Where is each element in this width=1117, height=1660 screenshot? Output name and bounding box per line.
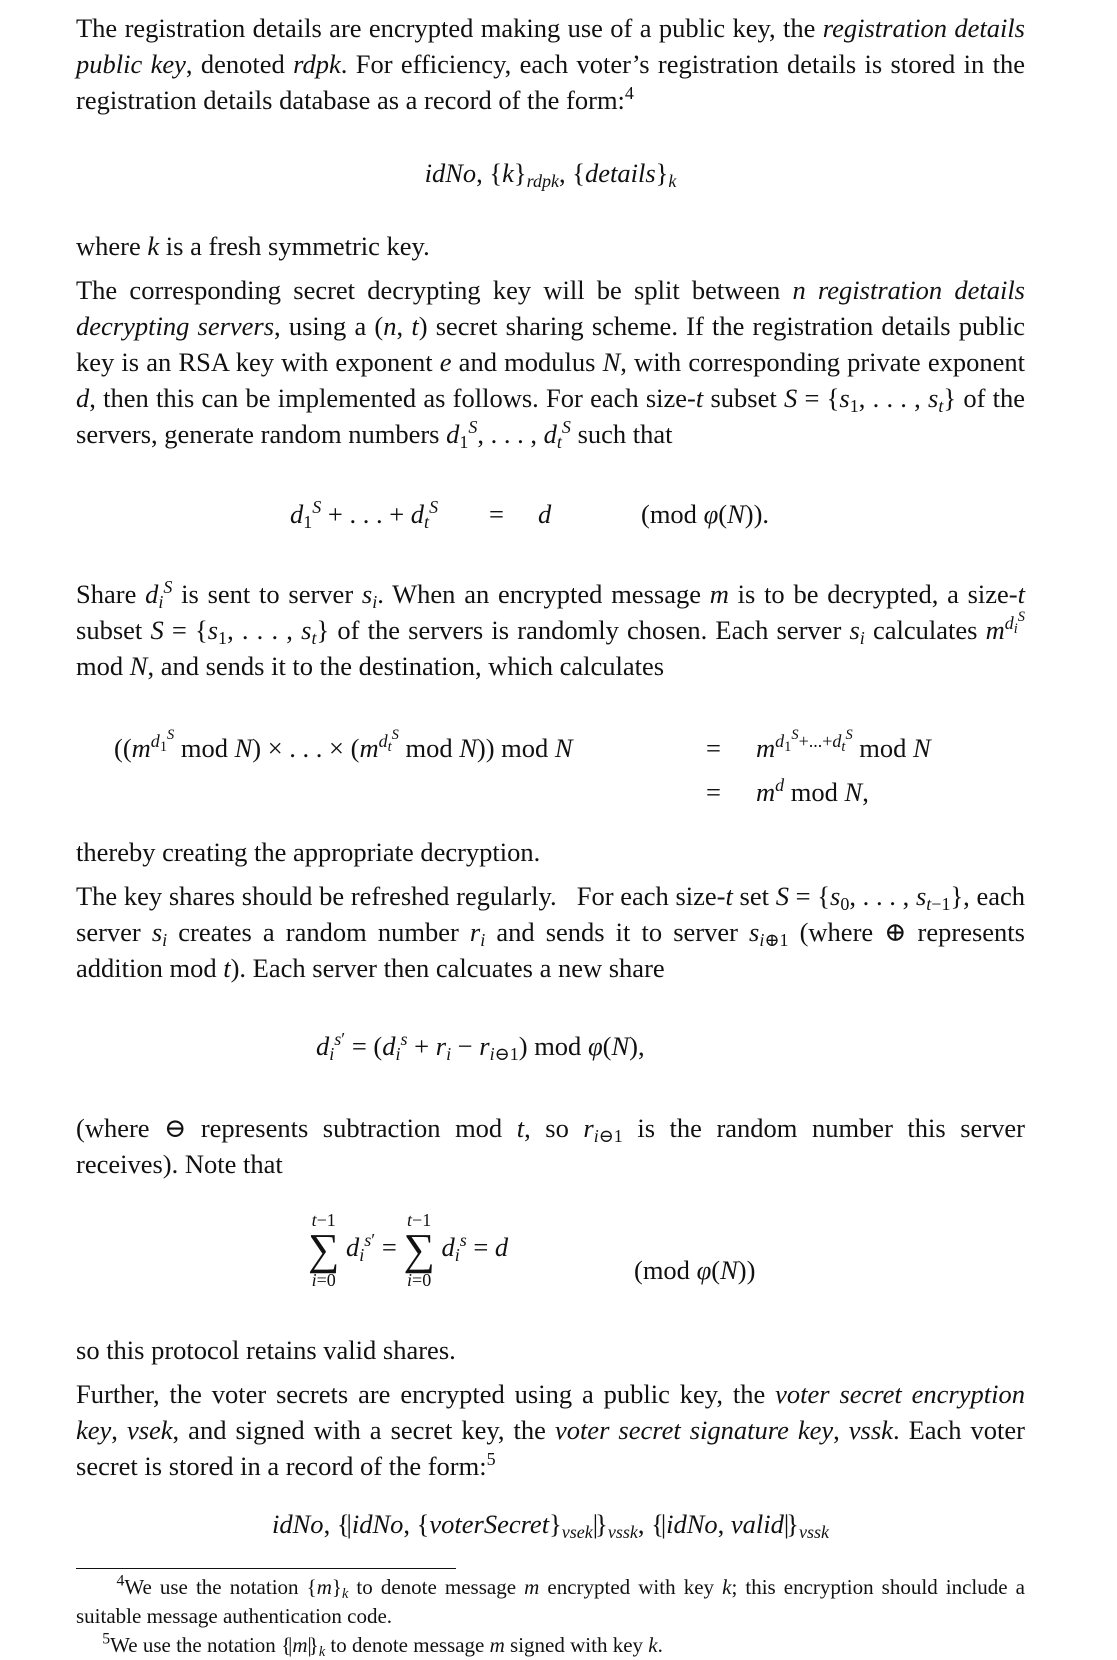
footnote-5: $^5$We use the notation {| m|} $_k$ to denote message m signed with key k. <box>102 1630 663 1660</box>
paragraph-decryption: Share $d_i^S$ is sent to server $s_i$. When an encrypted message m is to be decrypted, a size-t subset $S = \{s_1$, . . . , $s_t$} of the servers is randomly chosen. Each server $s_i$ calculates $m^{d_i^S}$ mod N, and sends it to the destination, which calculates <box>76 577 1025 681</box>
sum-symbol: t−1 ∑ i=0 <box>308 1210 340 1290</box>
paragraph-secret-sharing: The corresponding secret decrypting key will be split between n registration details decrypting servers, using a (n, t) secret sharing scheme. If the registration details public key is an RSA key with exponent e and modulus N, with corresponding private exponent d, then this can be implemented as follows. For each size-t subset $S = \{s_1$, . . . , $s_t$} of the servers, generate random numbers $d_1^S$, . . . , $d_t^S$ such that <box>76 275 1026 453</box>
sum-symbol: t−1 ∑ i=0 <box>403 1210 435 1290</box>
paragraph-registration-details: The registration details are encrypted making use of a public key, the registration details public key, denoted rdpk. For efficiency, each voter’s registration details is stored in the registration details database as a record of the form:$^4$ <box>76 13 1026 115</box>
footnote-mark-5: 5 <box>486 1449 496 1470</box>
paragraph-fresh-key: where k is a fresh symmetric key. <box>76 231 430 261</box>
footnote-divider <box>76 1568 456 1569</box>
equation-new-share: $d_i^{s'} = (d_i^s + r_i - r_{i⊖1})$ mod φ(N), <box>316 1029 645 1065</box>
equation-sum-invariant: t−1 ∑ i=0 $d_i^{s'}$ = t−1 ∑ i=0 $d_i^s = d$ (mod φ(N)) <box>308 1210 756 1290</box>
footnote-mark-4: 4 <box>624 83 634 104</box>
paragraph-subtraction: (where ⊖ represents subtraction mod t, so $r_{i⊖1}$ is the random number this server receives). Note that <box>76 1113 1025 1179</box>
equation-voter-record: idNo, {| idNo, $\{voterSecret\}_{vsek}|$} $_{vssk}$, {| idNo, valid|} $_{vssk}$ <box>272 1509 829 1543</box>
equation-record-form: idNo, $\{k\}_{rdpk}$, $\{details\}_k$ <box>424 158 677 192</box>
paragraph-voter-secrets: Further, the voter secrets are encrypted using a public key, the voter secret encryption key, vsek, and signed with a secret key, the voter secret signature key, vssk. Each voter secret is stored in a record of the form:$^5$ <box>76 1379 1026 1481</box>
paragraph-thereby: thereby creating the appropriate decryption. <box>76 837 541 867</box>
paragraph-valid-shares: so this protocol retains valid shares. <box>76 1335 456 1365</box>
equation-share-sum: $d_1^S$ + . . . + $d_t^S$ = d (mod φ(N)). <box>290 497 770 533</box>
paragraph-refresh: The key shares should be refreshed regularly. For each size-t set $S = \{s_0$, . . . , $s_{t-1}$}, each server $s_i$ creates a random number $r_i$ and sends it to server $s_{i\oplus 1}$ (where ⊕ represents addition mod t). Each server then calcuates a new share <box>76 881 1026 983</box>
footnote-4: $^4$We use the notation $\{m\}_k$ to denote message m encrypted with key k; this encryption should include a suitable message authentication code. <box>76 1572 1026 1628</box>
paper-page <box>76 10 1025 1660</box>
equation-combine: (($m^{d_1^S}$ mod N) × . . . × ($m^{d_t^S}$ mod N)) mod N = $m^{d_1^S+...+d_t^S}$ mod N = $m^d$ mod N, <box>114 727 931 807</box>
